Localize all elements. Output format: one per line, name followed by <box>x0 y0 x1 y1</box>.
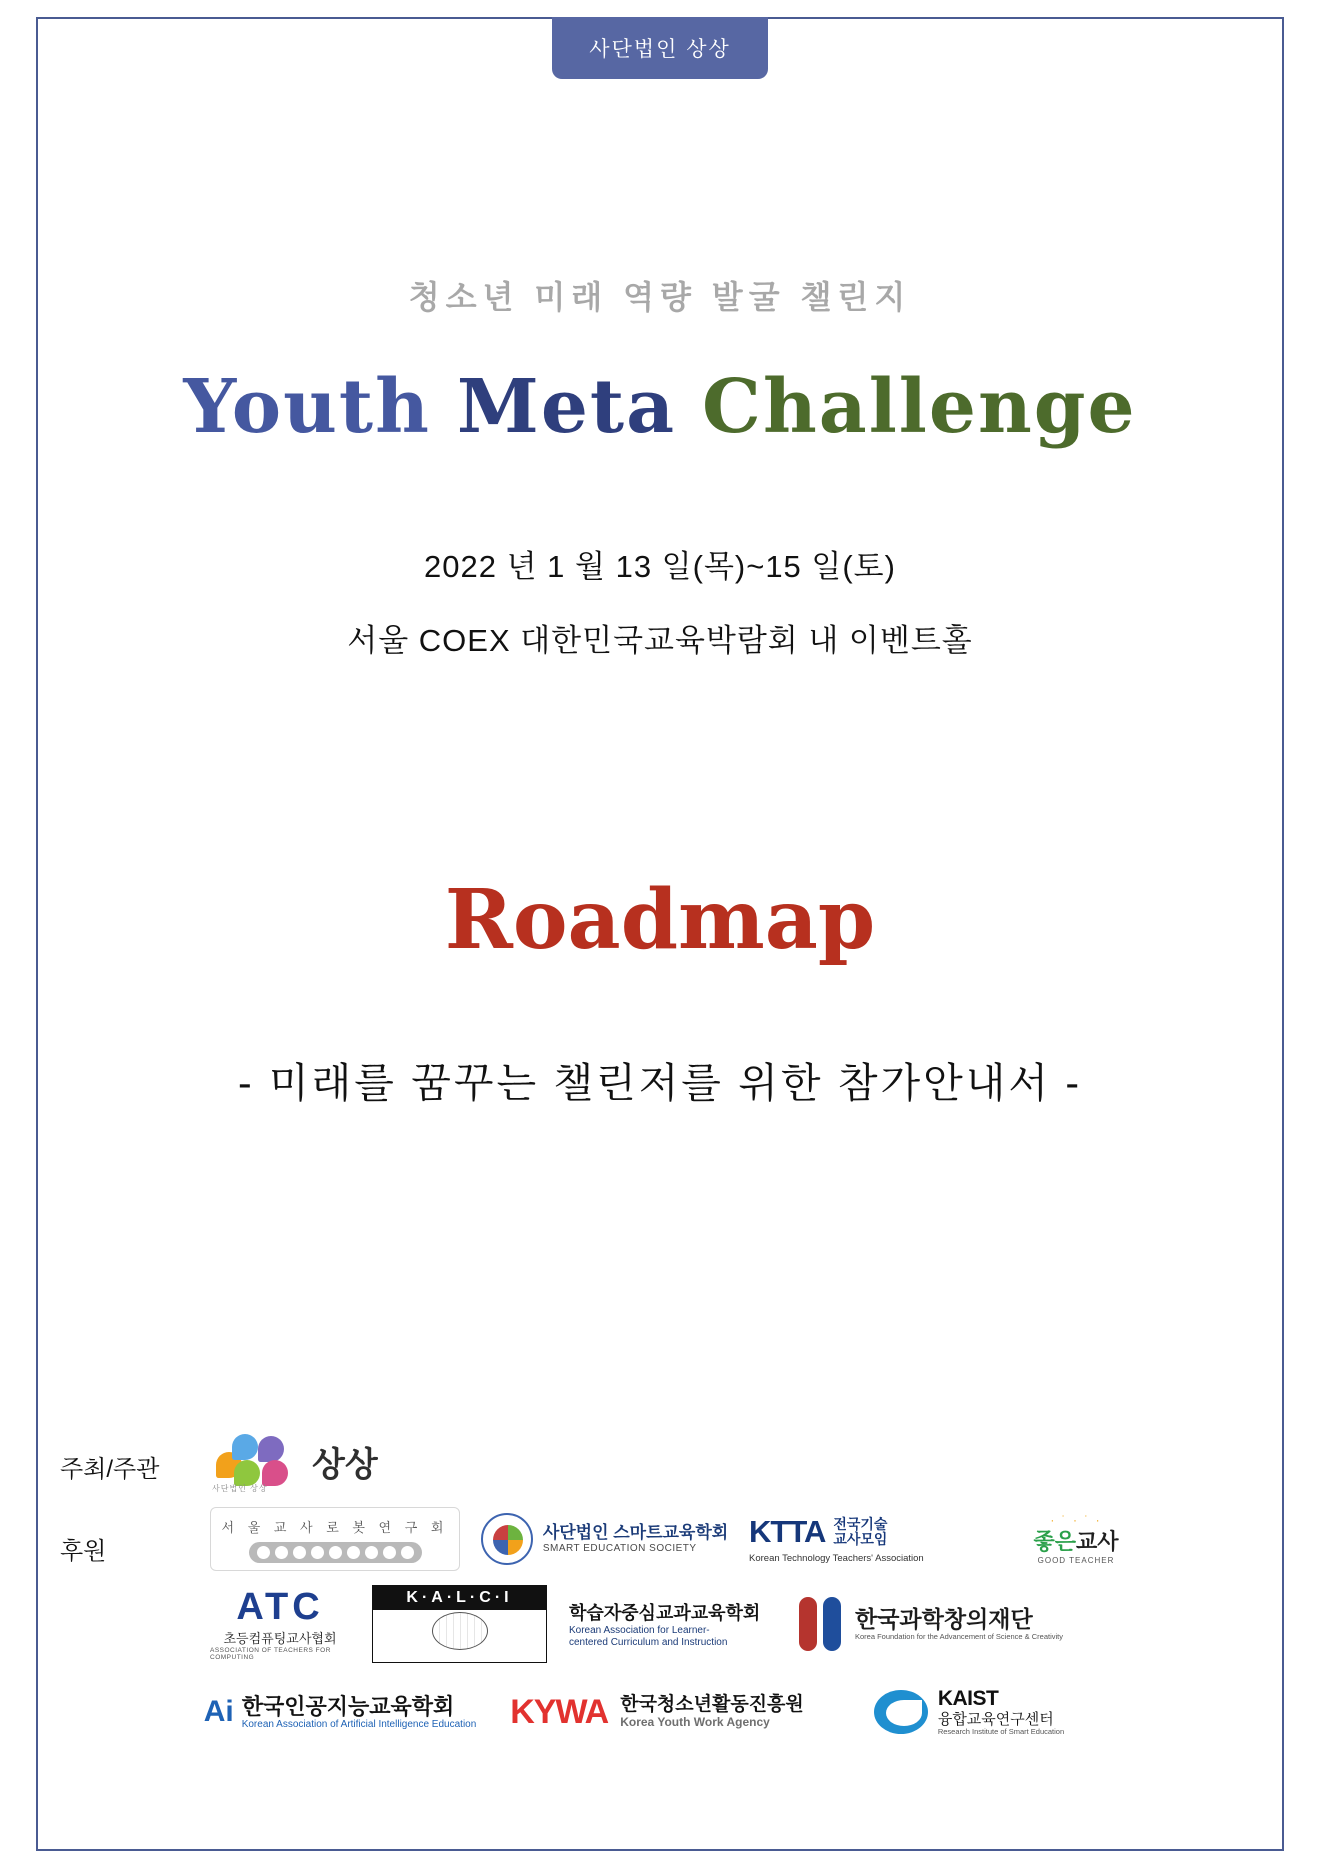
logo-atc <box>210 1585 350 1663</box>
good-teacher-kr-suffix: 교사 <box>1076 1529 1119 1554</box>
organization-tab: 사단법인 상상 <box>552 17 768 79</box>
kywa-abbr: KYWA <box>510 1692 609 1731</box>
kaist-swoosh-icon <box>874 1690 928 1734</box>
title-word-challenge: Challenge <box>702 364 1137 450</box>
kaaie-kr: 한국인공지능교육학회 <box>241 1693 455 1719</box>
host-row <box>60 1425 1260 1497</box>
logo-seoul-robot <box>210 1507 460 1571</box>
kaist-text <box>938 1687 1064 1737</box>
sangsang-mark-icon <box>210 1430 306 1492</box>
kalci-en-line2: centered Curriculum and Instruction <box>569 1637 728 1648</box>
sangsang-subtext: 사단법인 상상 <box>212 1484 268 1493</box>
host-logos <box>210 1425 378 1497</box>
logo-smart-education-society <box>482 1507 727 1571</box>
title-word-youth: Youth <box>183 364 431 450</box>
seoul-robot-dots-icon <box>249 1542 422 1563</box>
kaist-kr: 융합교육연구센터 <box>937 1711 1054 1729</box>
kalci-abbr: K·A·L·C·I <box>373 1586 546 1610</box>
logo-kofac <box>806 1587 1064 1661</box>
event-date: 2022 년 1 월 13 일(목)~15 일(토) <box>424 549 896 584</box>
good-teacher-rays-icon: · ˙ · ˙ · <box>1050 1513 1102 1527</box>
logo-kywa <box>492 1680 822 1744</box>
title-word-meta: Meta <box>456 364 677 450</box>
kywa-text <box>620 1694 804 1730</box>
good-teacher-en: GOOD TEACHER <box>1037 1556 1115 1565</box>
ktta-row <box>749 1514 887 1550</box>
logo-sangsang <box>210 1425 378 1497</box>
ktta-kr-line1: 전국기술 <box>833 1516 888 1533</box>
ktta-kr-line2: 교사모임 <box>833 1531 888 1547</box>
credits-section <box>60 1425 1260 1747</box>
kywa-kr: 한국청소년활동진흥원 <box>620 1694 804 1716</box>
ses-en: SMART EDUCATION SOCIETY <box>542 1543 697 1555</box>
logo-good-teacher <box>1001 1507 1151 1571</box>
poster-main-title <box>0 364 1320 450</box>
ktta-kr <box>833 1517 887 1546</box>
logo-kalci-mark <box>372 1585 547 1663</box>
ktta-abbr: KTTA <box>749 1514 826 1549</box>
ses-kr: 사단법인 스마트교육학회 <box>542 1523 729 1543</box>
sponsor-logos <box>203 1507 1260 1747</box>
kalci-kr: 학습자중심교과교육학회 <box>569 1603 761 1623</box>
sangsang-wordmark: 상상 <box>312 1445 378 1484</box>
ses-text <box>543 1523 728 1554</box>
kalci-en-line1: Korean Association for Learner- <box>569 1625 710 1636</box>
kofac-kr: 한국과학창의재단 <box>854 1606 1033 1633</box>
good-teacher-kr-prefix: 좋은 <box>1033 1529 1076 1554</box>
kaaie-abbr: Ai <box>203 1695 234 1728</box>
kofac-text <box>855 1606 1063 1641</box>
logo-kaaie <box>203 1680 477 1744</box>
kaist-abbr: KAIST <box>937 1686 999 1710</box>
kofac-en: Korea Foundation for the Advancement of Science & Creativity <box>854 1631 1064 1641</box>
kaaie-en: Korean Association of Artificial Intelligence Education <box>241 1718 477 1730</box>
sponsor-row <box>60 1507 1260 1747</box>
ses-emblem-icon <box>481 1513 533 1565</box>
seoul-robot-text: 서 울 교 사 로 봇 연 구 회 <box>221 1520 449 1535</box>
kaist-en: Research Institute of Smart Education <box>937 1727 1065 1737</box>
atc-kr: 초등컴퓨팅교사협회 <box>223 1630 337 1646</box>
sponsor-label: 후원 <box>60 1538 107 1565</box>
logo-kaist <box>844 1677 1094 1747</box>
good-teacher-kr <box>1033 1525 1118 1556</box>
roadmap-heading: Roadmap <box>444 872 876 968</box>
kofac-mark-icon <box>799 1597 845 1651</box>
ktta-en: Korean Technology Teachers' Association <box>749 1553 924 1564</box>
row-spacer <box>60 1497 1260 1507</box>
logo-kalci-name <box>569 1585 784 1663</box>
logo-ktta <box>749 1507 979 1571</box>
host-label: 주최/주관 <box>60 1456 160 1483</box>
atc-en: ASSOCIATION OF TEACHERS FOR COMPUTING <box>210 1646 331 1661</box>
poster-tagline: - 미래를 꿈꾸는 챌린저를 위한 참가안내서 - <box>238 1060 1082 1106</box>
kalci-globe-icon <box>432 1612 488 1650</box>
atc-abbr: ATC <box>236 1585 324 1628</box>
event-venue: 서울 COEX 대한민국교육박람회 내 이벤트홀 <box>347 623 973 658</box>
kywa-en: Korea Youth Work Agency <box>620 1715 770 1730</box>
kaaie-text <box>242 1694 477 1731</box>
poster-subtitle: 청소년 미래 역량 발굴 챌린지 <box>408 279 912 315</box>
